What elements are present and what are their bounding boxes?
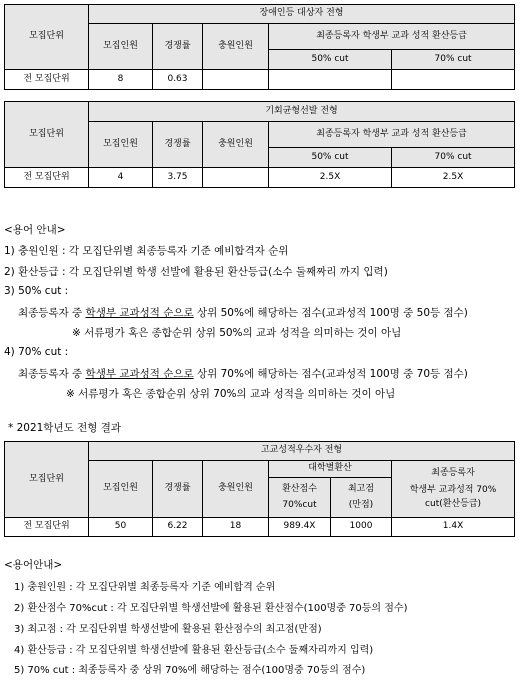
section-title: 장애인등 대상자 전형 bbox=[89, 5, 515, 24]
cell-unit: 전 모집단위 bbox=[5, 518, 89, 537]
glossary-item-4-title: 4) 70% cut : bbox=[4, 346, 69, 358]
header-ratio: 경쟁률 bbox=[153, 461, 203, 518]
cell-70-cut: 2.5X bbox=[392, 168, 515, 188]
cell-recruit: 4 bbox=[89, 168, 153, 188]
header-univ-conversion: 대학별환산 bbox=[269, 461, 392, 478]
cell-50-cut: 2.5X bbox=[269, 168, 392, 188]
cell-recruit: 50 bbox=[89, 518, 153, 537]
glossary2-item-4: 4) 환산등급 : 각 모집단위별 학생선발에 활용된 환산등급(소수 둘째자리까지 입력) bbox=[14, 645, 374, 656]
header-final-registrants: 최종등록자 학생부 교과성적 70% cut(환산등급) bbox=[392, 461, 515, 518]
cell-final-grade: 1.4X bbox=[392, 518, 515, 537]
table-disabled-admission bbox=[4, 4, 515, 90]
header-recruit: 모집인원 bbox=[89, 122, 153, 168]
glossary2-item-3: 3) 최고점 : 각 모집단위별 학생선발에 활용된 환산점수의 최고점(만점) bbox=[14, 624, 322, 635]
header-70-cut: 70% cut bbox=[392, 148, 515, 168]
cell-recruit: 8 bbox=[89, 70, 153, 90]
header-max-score: 최고점 (만점) bbox=[331, 478, 392, 518]
cell-50-cut bbox=[269, 70, 392, 90]
cell-ratio: 0.63 bbox=[153, 70, 203, 90]
header-unit: 모집단위 bbox=[5, 102, 89, 168]
header-extra: 충원인원 bbox=[203, 461, 269, 518]
section-title: 기회균형선발 전형 bbox=[89, 102, 515, 122]
header-recruit: 모집인원 bbox=[89, 24, 153, 70]
header-50-cut: 50% cut bbox=[269, 148, 392, 168]
header-50-cut: 50% cut bbox=[269, 50, 392, 70]
glossary-title: <용어 안내> bbox=[4, 224, 66, 236]
section-2021-title: * 2021학년도 전형 결과 bbox=[8, 422, 121, 434]
glossary-item-2: 2) 환산등급 : 각 모집단위별 학생 선발에 활용된 환산등급(소수 둘째짜리 까지 입력) bbox=[4, 266, 388, 278]
glossary-item-3-title: 3) 50% cut : bbox=[4, 285, 69, 297]
glossary2-item-2: 2) 환산점수 70%cut : 각 모집단위별 학생선발에 활용된 환산점수(100명중 70등의 점수) bbox=[14, 603, 408, 614]
header-recruit: 모집인원 bbox=[89, 461, 153, 518]
glossary-item-3-note: ※ 서류평가 혹은 종합순위 상위 50%의 교과 성적을 의미하는 것이 아님 bbox=[72, 327, 402, 339]
header-score-70-cut: 환산점수 70%cut bbox=[269, 478, 331, 518]
cell-max-score: 1000 bbox=[331, 518, 392, 537]
glossary2-item-1: 1) 충원인원 : 각 모집단위별 최종등록자 기준 예비합격 순위 bbox=[14, 582, 276, 593]
header-extra: 충원인원 bbox=[203, 24, 269, 70]
header-ratio: 경쟁률 bbox=[153, 122, 203, 168]
cell-ratio: 6.22 bbox=[153, 518, 203, 537]
glossary2-item-5: 5) 70% cut : 최종등록자 중 상위 70%에 해당하는 점수(100명중 70등의 점수) bbox=[14, 665, 366, 676]
cell-extra: 18 bbox=[203, 518, 269, 537]
header-70-cut: 70% cut bbox=[392, 50, 515, 70]
header-unit: 모집단위 bbox=[5, 442, 89, 518]
cell-70-cut bbox=[392, 70, 515, 90]
header-grade-group: 최종등록자 학생부 교과 성적 환산등급 bbox=[269, 122, 515, 148]
glossary2-title: <용어안내> bbox=[4, 559, 63, 571]
section-title: 고교성적우수자 전형 bbox=[89, 442, 515, 461]
glossary-item-4-note: ※ 서류평가 혹은 종합순위 상위 70%의 교과 성적을 의미하는 것이 아님 bbox=[66, 388, 396, 400]
header-extra: 충원인원 bbox=[203, 122, 269, 168]
glossary-item-4-desc: 최종등록자 중 학생부 교과성적 순으로 상위 70%에 해당하는 점수(교과성적 100명 중 70등 점수) bbox=[18, 368, 468, 380]
header-ratio: 경쟁률 bbox=[153, 24, 203, 70]
cell-score-70-cut: 989.4X bbox=[269, 518, 331, 537]
glossary-item-3-desc: 최종등록자 중 학생부 교과성적 순으로 상위 50%에 해당하는 점수(교과성적 100명 중 50등 점수) bbox=[18, 307, 468, 319]
table-high-school-merit-admission bbox=[4, 441, 515, 537]
cell-unit: 전 모집단위 bbox=[5, 70, 89, 90]
cell-extra bbox=[203, 70, 269, 90]
header-unit: 모집단위 bbox=[5, 5, 89, 70]
cell-extra bbox=[203, 168, 269, 188]
cell-unit: 전 모집단위 bbox=[5, 168, 89, 188]
table-opportunity-admission bbox=[4, 101, 515, 188]
glossary-item-1: 1) 충원인원 : 각 모집단위별 최종등록자 기준 예비합격자 순위 bbox=[4, 245, 289, 257]
cell-ratio: 3.75 bbox=[153, 168, 203, 188]
header-grade-group: 최종등록자 학생부 교과 성적 환산등급 bbox=[269, 24, 515, 50]
